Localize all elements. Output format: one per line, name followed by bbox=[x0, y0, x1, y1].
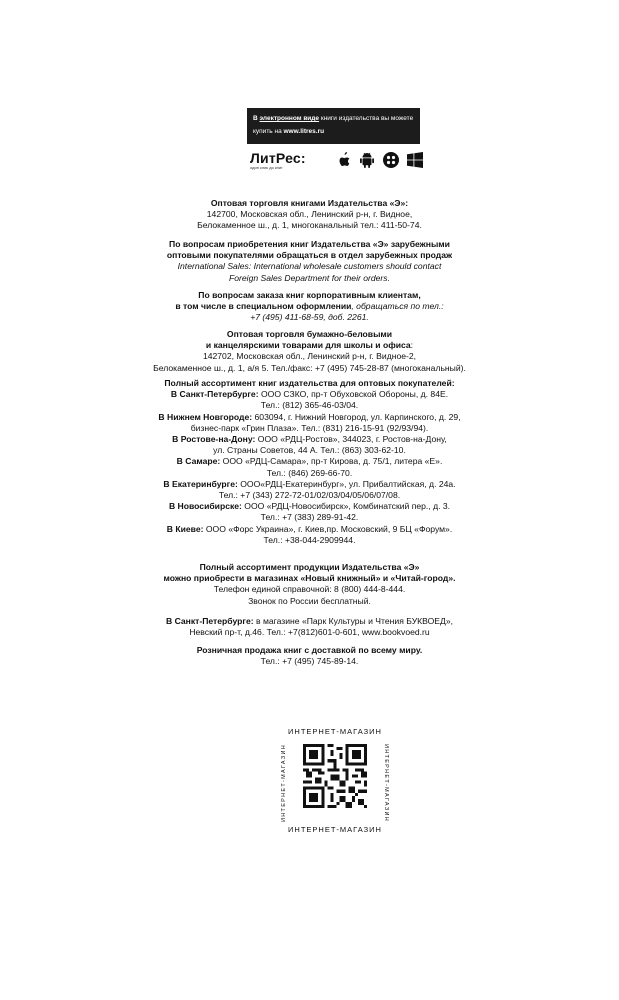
banner-text-pre: В bbox=[253, 115, 260, 122]
windows-icon bbox=[407, 152, 423, 168]
banner-text-post: книги издательства вы можете bbox=[319, 115, 414, 122]
banner-link[interactable]: электронном виде bbox=[259, 115, 320, 122]
city-line-2: Тел.: (846) 269-66-70. bbox=[266, 467, 353, 478]
litres-logo bbox=[250, 151, 306, 170]
qr-label-left: ИНТЕРНЕТ-МАГАЗИН bbox=[281, 744, 287, 822]
city-name: В Киеве: bbox=[166, 523, 204, 534]
spb-line-1: в магазине «Парк Культуры и Чтения БУКВОЕД», bbox=[253, 616, 454, 626]
qr-label-bottom: ИНТЕРНЕТ-МАГАЗИН bbox=[288, 825, 382, 834]
city-name: В Ростове-на-Дону: bbox=[172, 434, 256, 445]
city-name: В Нижнем Новгороде: bbox=[158, 411, 253, 422]
city-name: В Екатеринбурге: bbox=[163, 478, 238, 489]
retail-section bbox=[0, 562, 619, 607]
litres-tagline: один клик до книг bbox=[250, 164, 283, 170]
foreign-en-1: International Sales: International wholesale customers should contact bbox=[177, 261, 442, 272]
stationery-heading-1: Оптовая торговля бумажно-беловыми bbox=[226, 329, 393, 339]
qr-label-right-wrap bbox=[381, 741, 391, 825]
android-icon bbox=[359, 151, 375, 169]
stationery-address-2: Белокаменное ш., д. 1, а/я 5. Тел./факс: +7 (495) 745-28-87 (многоканальный). bbox=[153, 362, 466, 373]
worldwide-phone: Тел.: +7 (495) 745-89-14. bbox=[260, 656, 359, 667]
corporate-phone: +7 (495) 411-68-59, доб. 2261. bbox=[250, 312, 369, 323]
foreign-heading-1: По вопросам приобретения книг Издательства «Э» зарубежными bbox=[169, 239, 450, 249]
city-line: ООО «РДЦ-Самара», пр-т Кирова, д. 75/1, литера «Е». bbox=[220, 456, 443, 467]
foreign-heading-2: оптовыми покупателями обращаться в отдел зарубежных продаж bbox=[166, 250, 453, 261]
assortment-heading: Полный ассортимент книг издательства для оптовых покупателей: bbox=[164, 378, 455, 388]
city-line-2: бизнес-парк «Грин Плаза». Тел.: (831) 216-15-91 (92/93/94). bbox=[190, 422, 429, 433]
city-line: ООО «РДЦ-Новосибирск», Комбинатский пер., д. 3. bbox=[241, 501, 451, 512]
stationery-address: 142702, Московская обл., Ленинский р-н, г. Видное-2, bbox=[202, 351, 417, 362]
city-line-2: Тел.: +7 (343) 272-72-01/02/03/04/05/06/07/08. bbox=[218, 490, 401, 501]
wholesale-heading: Оптовая торговля книгами Издательства «Э»: bbox=[210, 198, 409, 208]
city-name: В Самаре: bbox=[176, 456, 221, 467]
worldwide-section bbox=[0, 645, 619, 667]
qr-label-right: ИНТЕРНЕТ-МАГАЗИН bbox=[383, 744, 389, 822]
platform-icons bbox=[336, 151, 423, 169]
city-line-2: Тел.: +38-044-2909944. bbox=[263, 534, 356, 545]
city-line: ООО «Форс Украина», г. Киев,пр. Московский, 9 БЦ «Форум». bbox=[203, 523, 453, 534]
stationery-section bbox=[0, 329, 619, 374]
city-line-2: ул. Страны Советов, 44 А. Тел.: (863) 303-62-10. bbox=[213, 445, 406, 456]
wholesale-section bbox=[0, 198, 619, 232]
spb-city: В Санкт-Петербурге: bbox=[165, 616, 254, 626]
city-name: В Санкт-Петербурге: bbox=[170, 389, 259, 400]
city-line: ООО «РДЦ-Ростов», 344023, г. Ростов-на-Дону, bbox=[255, 434, 447, 445]
wholesale-address-2: Белокаменное ш., д. 1, многоканальный тел.: 411-50-74. bbox=[197, 220, 422, 231]
city-line-2: Тел.: (812) 365-46-03/04. bbox=[260, 400, 359, 411]
worldwide-heading: Розничная продажа книг с доставкой по всему миру. bbox=[196, 645, 423, 655]
litres-row bbox=[250, 146, 420, 174]
corporate-heading-tail: , обращаться по тел.: bbox=[351, 301, 444, 312]
banner-site-link[interactable]: www.litres.ru bbox=[283, 128, 325, 135]
spb-line-2: Невский пр-т, д.46. Тел.: +7(812)601-0-601, www.bookvoed.ru bbox=[189, 627, 430, 638]
banner-line-1 bbox=[253, 112, 414, 125]
stationery-heading-tail: : bbox=[410, 340, 414, 351]
city-line: 603094, г. Нижний Новгород, ул. Карпинского, д. 29, bbox=[252, 411, 461, 422]
litres-logo-text: ЛитРес: bbox=[250, 149, 306, 166]
banner-text-pre-2: купить на bbox=[253, 128, 284, 135]
wholesale-address: 142700, Московская обл., Ленинский р-н, г. Видное, bbox=[206, 209, 413, 220]
qr-label-left-wrap bbox=[279, 741, 289, 825]
foreign-sales-section bbox=[0, 239, 619, 284]
retail-phone: Телефон единой справочной: 8 (800) 444-8-444. bbox=[213, 584, 406, 595]
qr-block bbox=[281, 727, 389, 835]
retail-heading-2: можно приобрести в магазинах «Новый книжный» и «Читай-город». bbox=[163, 573, 456, 584]
banner-line-2 bbox=[253, 125, 414, 138]
foreign-en-2: Foreign Sales Department for their orders. bbox=[229, 272, 390, 283]
city-line: ООО СЗКО, пр-т Обуховской Обороны, д. 84Е. bbox=[258, 389, 449, 400]
corporate-heading-2: в том числе в специальном оформлении bbox=[175, 301, 352, 312]
blackberry-icon bbox=[382, 151, 400, 169]
stationery-heading-2: и канцелярскими товарами для школы и офиса bbox=[205, 340, 411, 351]
city-name: В Новосибирске: bbox=[168, 501, 242, 512]
city-line: ООО«РДЦ-Екатеринбург», ул. Прибалтийская, д. 24а. bbox=[237, 478, 456, 489]
retail-heading-1: Полный ассортимент продукции Издательства «Э» bbox=[199, 562, 420, 572]
corporate-section bbox=[0, 290, 619, 324]
assortment-section bbox=[0, 378, 619, 546]
city-line-2: Тел.: +7 (383) 289-91-42. bbox=[260, 512, 359, 523]
qr-code[interactable] bbox=[303, 744, 367, 808]
corporate-heading-1: По вопросам заказа книг корпоративным клиентам, bbox=[198, 290, 421, 300]
spb-shop-section bbox=[0, 616, 619, 638]
apple-icon bbox=[336, 151, 352, 169]
litres-banner bbox=[247, 108, 420, 144]
qr-label-top: ИНТЕРНЕТ-МАГАЗИН bbox=[288, 727, 382, 736]
retail-note: Звонок по России бесплатный. bbox=[248, 595, 371, 606]
